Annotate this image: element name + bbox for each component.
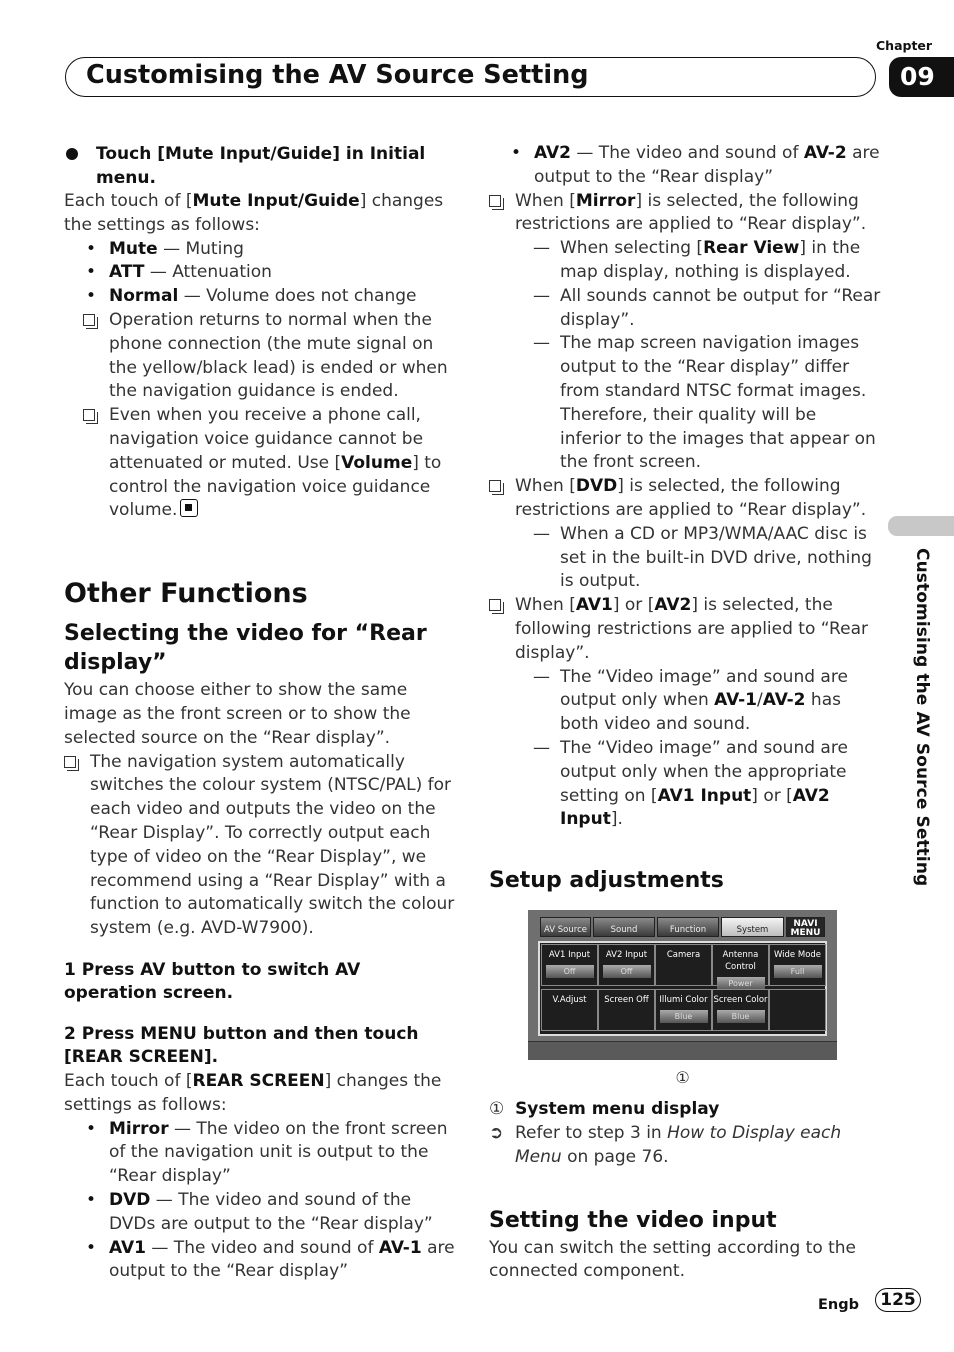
text-run: AV-2 [762, 690, 806, 711]
caption-text: System menu display [515, 1099, 720, 1120]
text-run: — The video and sound of the DVDs are output to the “Rear display” [109, 1189, 433, 1234]
screen-setting-cell [769, 944, 826, 986]
text-run: ATT [109, 262, 145, 283]
screen-setting-label: Screen Color [713, 995, 768, 1006]
mirror-restriction [489, 332, 881, 475]
text-run: When a CD or MP3/WMA/AAC disc is set in the built-in DVD drive, nothing is output. [560, 523, 872, 592]
mute-option [64, 261, 456, 285]
dvd-note [489, 475, 881, 523]
page-title: Customising the AV Source Setting [86, 60, 589, 90]
mirror-note [489, 190, 881, 238]
screen-tab-system: System [721, 917, 784, 937]
caption-line: ① System menu display [489, 1099, 720, 1120]
mute-heading: Touch [Mute Input/Guide] in Initial menu. [64, 142, 456, 190]
text-run: DVD [109, 1189, 151, 1210]
side-tab-label: Customising the AV Source Setting [912, 548, 932, 887]
text-run: Each touch of [ [64, 191, 193, 211]
note-icon [64, 756, 76, 768]
text-run: AV-2 [803, 143, 847, 163]
text-run: — The video on the front screen of the navigation unit is output to the “Rear display” [109, 1118, 448, 1187]
other-functions-heading: Other Functions [64, 578, 308, 610]
note-icon [489, 599, 501, 611]
text-run: The “Video image” and sound are output only when the appropriate setting on [ [560, 737, 848, 806]
text-run: AV1 [109, 1237, 146, 1258]
text-run: / [756, 690, 763, 711]
text-run: ] is selected, the following restrictions are applied to “Rear display”. [515, 595, 868, 663]
text-run: DVD [575, 476, 618, 497]
step-2: 2 Press MENU button and then touch [REAR SCREEN]. [64, 1023, 419, 1068]
mute-options-list [64, 238, 456, 309]
screen-setting-label: Screen Off [604, 995, 649, 1006]
note-icon [489, 195, 501, 207]
mirror-restrictions [489, 237, 881, 475]
screen-setting-label: Wide Mode [773, 950, 822, 961]
text-run: — Attenuation [144, 262, 272, 283]
rear-intro: You can choose either to show the same image as the front screen or to show the selected source on the “Rear display”. [64, 680, 411, 748]
rear-option [64, 1118, 456, 1189]
section-end-icon [180, 499, 198, 517]
screen-settings-grid [538, 941, 827, 1036]
screen-setting-cell [541, 944, 598, 986]
mute-option [64, 285, 456, 309]
dvd-restriction [489, 523, 881, 594]
screen-setting-value: Power [717, 977, 765, 990]
step-1: 1 Press AV button to switch AV operation screen. [64, 959, 361, 1004]
screen-setting-cell [541, 989, 598, 1031]
mute-note [64, 309, 456, 404]
screen-setting-label: AV1 Input [548, 950, 591, 961]
text-run: When [ [515, 595, 576, 616]
setup-adjustments-heading: Setup adjustments [489, 868, 724, 894]
screen-setting-value: Blue [660, 1010, 708, 1023]
text-run: AV2 [654, 595, 692, 616]
text-run: — The video and sound of [571, 143, 804, 163]
screen-setting-value: Full [774, 965, 822, 978]
text-run: AV2 Input [560, 785, 830, 830]
text-run: AV2 [534, 143, 571, 163]
dvd-restrictions [489, 523, 881, 594]
av-restriction [489, 737, 881, 832]
text-run: ] or [ [612, 595, 655, 616]
text-run: Mirror [109, 1118, 169, 1139]
av-restriction [489, 666, 881, 737]
screen-tab-sound: Sound [593, 917, 655, 937]
text-run: ] to control the navigation voice guidance volume. [109, 452, 442, 521]
screen-setting-cell [769, 989, 826, 1031]
text-run: AV-1 [378, 1237, 422, 1258]
text-run: has both video and sound. [560, 690, 841, 735]
video-input-heading: Setting the video input [489, 1207, 777, 1233]
screen-setting-label: AV2 Input [605, 950, 648, 961]
text-run: are output to the “Rear display” [109, 1237, 455, 1282]
screen-setting-cell [655, 944, 712, 986]
mute-note [64, 404, 456, 523]
mirror-restriction [489, 237, 881, 285]
screen-setting-value: Blue [717, 1010, 765, 1023]
text-run: AV1 [575, 595, 613, 616]
text-run: ] changes the settings as follows: [64, 191, 444, 235]
screen-setting-label: Illumi Color [659, 995, 708, 1006]
text-run: AV1 Input [657, 785, 752, 806]
rear-display-heading: Selecting the video for “Rear display” [64, 621, 427, 676]
refer-line [489, 1122, 881, 1170]
screen-tab-navi-menu: NAVI MENU [786, 917, 825, 937]
rear-note: The navigation system automatically switches the colour system (NTSC/PAL) for each video and outputs the video on the “Rear Display”. To correctly output each type of video on the “Rear Display”, we recommend using a “Rear Display” with a function to automatically switch the colour system (e.g. AVD-W7900). [64, 751, 456, 941]
text-run: The “Video image” and sound are output only when [560, 666, 848, 711]
screen-tab-function: Function [657, 917, 719, 937]
text-run: AV-1 [714, 690, 757, 711]
callout-marker: ① [675, 1068, 690, 1088]
screen-setting-label: Camera [666, 950, 701, 961]
note-icon [489, 480, 501, 492]
system-menu-screenshot [528, 910, 837, 1060]
header-title-bar [65, 57, 876, 97]
text-run: REAR SCREEN [192, 1070, 325, 1091]
text-run: When [ [515, 190, 576, 211]
screen-setting-cell [712, 989, 769, 1031]
text-run: ] is selected, the following restrictions are applied to “Rear display”. [515, 190, 867, 235]
rear-option [64, 1189, 456, 1237]
rear-option [64, 1237, 456, 1285]
screen-tab-av-source: AV Source [540, 917, 591, 937]
text-run: Refer to step 3 in [515, 1122, 668, 1143]
screen-setting-value: Off [546, 965, 594, 978]
text-run: When selecting [ [560, 238, 704, 259]
left-column [64, 142, 456, 1284]
text-run: All sounds cannot be output for “Rear display”. [560, 285, 881, 330]
footer-language: Engb [818, 1297, 859, 1313]
screen-setting-cell [655, 989, 712, 1031]
text-run: How to Display each Menu [515, 1122, 842, 1167]
av-restrictions [489, 666, 881, 833]
text-run: ] is selected, the following restrictions are applied to “Rear display”. [515, 476, 867, 520]
screen-setting-cell [598, 944, 655, 986]
screen-setting-value: Off [603, 965, 651, 978]
text-run: ] changes the settings as follows: [64, 1070, 442, 1115]
right-column [489, 142, 881, 1284]
rear-options-list [64, 1118, 456, 1285]
text-run: Mute Input/Guide [192, 191, 360, 211]
screen-bottom-bar [528, 1041, 837, 1060]
mute-intro [64, 190, 456, 238]
side-tab-marker [888, 516, 954, 536]
text-run: on page 76. [561, 1146, 669, 1167]
text-run: — Volume does not change [178, 286, 417, 307]
text-run: Normal [109, 286, 179, 307]
text-run: — Muting [157, 238, 244, 259]
text-run: Mirror [575, 190, 636, 211]
text-run: Each touch of [ [64, 1070, 193, 1091]
text-run: Operation returns to normal when the phone connection (the mute signal on the yellow/black lead) is ended or when the navigation guidance is ended. [109, 309, 448, 402]
chapter-label: Chapter [876, 38, 933, 53]
chapter-number-badge: 09 [889, 57, 954, 97]
text-run: Mute [109, 238, 158, 259]
screen-setting-cell [598, 989, 655, 1031]
text-run: Even when you receive a phone call, navigation voice guidance cannot be attenuated or muted. Use [ [109, 405, 424, 473]
text-run: When [ [515, 476, 576, 497]
text-run: Rear View [703, 238, 800, 259]
note-icon [83, 409, 95, 421]
page-number: 125 [875, 1288, 921, 1312]
mirror-restriction [489, 285, 881, 333]
text-run: — The video and sound of [146, 1237, 379, 1258]
video-input-text: You can switch the setting according to the connected component. [489, 1237, 857, 1282]
text-run: ]. [610, 809, 623, 830]
text-run: are output to the “Rear display” [534, 143, 880, 187]
text-run: ] in the map display, nothing is displayed. [560, 238, 861, 282]
step-2-intro [64, 1070, 456, 1118]
mute-notes-list [64, 309, 456, 523]
screen-setting-label: V.Adjust [552, 995, 587, 1006]
arrow-right-icon: ➲ [489, 1122, 504, 1143]
text-run: The map screen navigation images output to the “Rear display” differ from standard NTSC format images. Therefore, their quality will be inferior to the images that appear on the front screen. [560, 333, 876, 473]
text-run: Volume [341, 452, 413, 473]
screen-tab-bar [540, 917, 825, 937]
av-note [489, 594, 881, 665]
mute-option [64, 238, 456, 262]
screen-setting-label: Antenna Control [722, 950, 759, 973]
text-run: ] or [ [751, 785, 793, 806]
av2-option [489, 142, 881, 190]
note-icon [83, 314, 95, 326]
screen-setting-cell [712, 944, 769, 989]
